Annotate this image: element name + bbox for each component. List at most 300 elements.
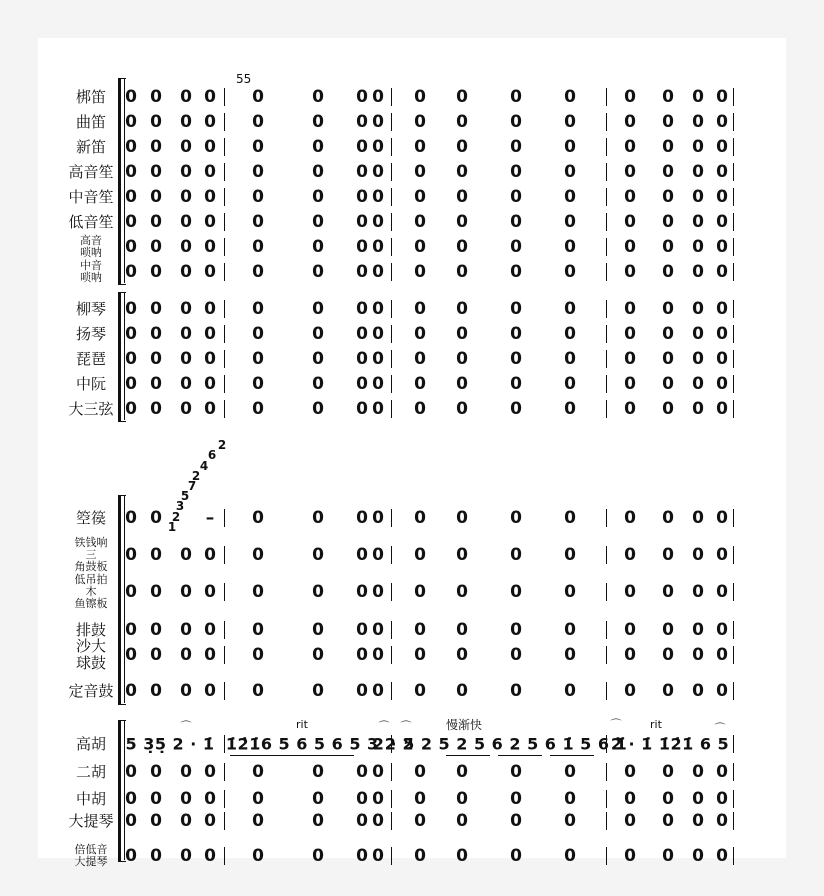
- barline: [606, 113, 607, 131]
- note: 0: [125, 162, 137, 182]
- instrument-label: 中音 唢呐: [80, 259, 102, 284]
- note: 0: [456, 508, 468, 528]
- note: 0: [510, 237, 522, 257]
- note: 0: [716, 162, 728, 182]
- glissando-note: 5: [180, 489, 190, 503]
- note: 0: [204, 620, 216, 640]
- note: 0: [125, 212, 137, 232]
- barline: [606, 375, 607, 393]
- note: 0: [150, 645, 162, 665]
- measure-number: 55: [236, 72, 252, 86]
- note: 0: [692, 324, 704, 344]
- note: 0: [356, 324, 368, 344]
- barline: [733, 847, 734, 865]
- note: 0: [204, 374, 216, 394]
- note: 0: [372, 762, 384, 782]
- note: 0: [624, 508, 636, 528]
- fermata-icon: ⌒: [378, 720, 390, 733]
- barline: [733, 375, 734, 393]
- note: 0: [692, 545, 704, 565]
- note: 0: [692, 508, 704, 528]
- note: 0: [125, 137, 137, 157]
- note: 0: [662, 374, 674, 394]
- barline: [391, 509, 392, 527]
- note: 0: [372, 137, 384, 157]
- note: 0: [564, 187, 576, 207]
- barline: [733, 163, 734, 181]
- note: 0: [150, 789, 162, 809]
- barline: [733, 812, 734, 830]
- note: 0: [692, 681, 704, 701]
- note: 0: [564, 582, 576, 602]
- note: 0: [624, 212, 636, 232]
- note: 0: [312, 620, 324, 640]
- note: 0: [662, 846, 674, 866]
- note: 0: [312, 399, 324, 419]
- note: 0: [662, 187, 674, 207]
- note: 0: [252, 112, 264, 132]
- note: 0: [204, 762, 216, 782]
- note: 0: [716, 212, 728, 232]
- note: 0: [180, 681, 192, 701]
- note: 0: [662, 87, 674, 107]
- note: 0: [180, 112, 192, 132]
- note: 0: [692, 212, 704, 232]
- barline: [391, 188, 392, 206]
- note: 0: [456, 811, 468, 831]
- note: 0: [150, 299, 162, 319]
- barline: [606, 790, 607, 808]
- note: 0: [716, 349, 728, 369]
- note: 0: [356, 681, 368, 701]
- note: 0: [716, 399, 728, 419]
- barline: [733, 509, 734, 527]
- note: 0: [312, 137, 324, 157]
- note: 0: [372, 349, 384, 369]
- glissando-note: 2: [191, 469, 201, 483]
- note: 0: [252, 399, 264, 419]
- barline: [733, 238, 734, 256]
- note: 0: [692, 762, 704, 782]
- note: 0: [312, 811, 324, 831]
- note: 0: [204, 137, 216, 157]
- note: 0: [180, 162, 192, 182]
- note: 0: [510, 87, 522, 107]
- note: 0: [624, 87, 636, 107]
- note: 0: [312, 299, 324, 319]
- barline: [224, 509, 225, 527]
- note: 0: [125, 789, 137, 809]
- note: 0: [662, 620, 674, 640]
- note: 0: [692, 137, 704, 157]
- fermata-icon: ⌒: [400, 720, 412, 733]
- barline: [733, 621, 734, 639]
- barline: [224, 113, 225, 131]
- note: 0: [356, 299, 368, 319]
- note: 0: [356, 545, 368, 565]
- note: 0: [414, 349, 426, 369]
- note: 0: [692, 789, 704, 809]
- barline: [606, 238, 607, 256]
- note: 0: [252, 762, 264, 782]
- barline: [733, 263, 734, 281]
- glissando-note: 1: [167, 520, 177, 534]
- note: 0: [204, 299, 216, 319]
- note: 0: [204, 582, 216, 602]
- barline: [391, 546, 392, 564]
- barline: [391, 88, 392, 106]
- note: 0: [414, 187, 426, 207]
- note: 0: [624, 789, 636, 809]
- note: 0: [356, 762, 368, 782]
- barline: [224, 188, 225, 206]
- note: 0: [662, 582, 674, 602]
- barline: [391, 682, 392, 700]
- note: 0: [356, 582, 368, 602]
- barline: [391, 238, 392, 256]
- barline: [733, 583, 734, 601]
- note: 0: [252, 582, 264, 602]
- note: 0: [180, 374, 192, 394]
- note: 0: [692, 399, 704, 419]
- note: 0: [692, 87, 704, 107]
- barline: [606, 325, 607, 343]
- note: 0: [662, 299, 674, 319]
- barline: [391, 583, 392, 601]
- note: 0: [662, 212, 674, 232]
- note: 0: [204, 681, 216, 701]
- note: 0: [564, 645, 576, 665]
- note: 0: [624, 399, 636, 419]
- note: 0: [150, 187, 162, 207]
- note: 0: [692, 299, 704, 319]
- rit-marking: rit: [296, 718, 308, 731]
- note: 0: [564, 237, 576, 257]
- barline: [733, 790, 734, 808]
- note: 0: [180, 762, 192, 782]
- note: 0: [662, 324, 674, 344]
- note: 0: [356, 112, 368, 132]
- note: 0: [564, 545, 576, 565]
- barline: [606, 163, 607, 181]
- note: 0: [180, 237, 192, 257]
- note: 0: [456, 545, 468, 565]
- note: 0: [150, 237, 162, 257]
- note: 0: [204, 399, 216, 419]
- barline: [733, 350, 734, 368]
- note: 0: [150, 846, 162, 866]
- note: 0: [564, 87, 576, 107]
- barline: [733, 682, 734, 700]
- note: 0: [456, 374, 468, 394]
- note: 0: [356, 162, 368, 182]
- note: 0: [456, 349, 468, 369]
- note: 0: [372, 681, 384, 701]
- note: 0: [456, 681, 468, 701]
- barline: [606, 847, 607, 865]
- barline: [224, 138, 225, 156]
- fermata-icon: ⌒: [714, 722, 726, 735]
- barline: [224, 300, 225, 318]
- note: 0: [414, 681, 426, 701]
- note: 0: [456, 87, 468, 107]
- note: 0: [180, 87, 192, 107]
- barline: [733, 763, 734, 781]
- note: 0: [564, 399, 576, 419]
- note: 0: [510, 137, 522, 157]
- note: 0: [312, 545, 324, 565]
- note: 0: [716, 645, 728, 665]
- gaohu-measure: 5 3̣5̣ 2 · 1̇: [125, 734, 215, 754]
- note: 0: [372, 508, 384, 528]
- barline: [224, 847, 225, 865]
- note: 0: [252, 324, 264, 344]
- barline: [224, 263, 225, 281]
- note: 0: [180, 846, 192, 866]
- note: 0: [204, 237, 216, 257]
- note: 0: [692, 262, 704, 282]
- instrument-label: 排鼓: [75, 620, 106, 639]
- note: 0: [716, 681, 728, 701]
- note: 0: [312, 112, 324, 132]
- note: 0: [414, 620, 426, 640]
- note: 0: [662, 545, 674, 565]
- barline: [606, 138, 607, 156]
- instrument-label: 梆笛: [75, 87, 106, 106]
- note: 0: [662, 508, 674, 528]
- note: 0: [662, 349, 674, 369]
- note: 0: [716, 620, 728, 640]
- note: 0: [510, 162, 522, 182]
- note: 0: [150, 324, 162, 344]
- note: 0: [414, 237, 426, 257]
- note: 0: [510, 508, 522, 528]
- note: 0: [456, 645, 468, 665]
- note: 0: [456, 112, 468, 132]
- note: 0: [372, 299, 384, 319]
- gaohu-measure: 2 · 5 2 5 2 5 6 2 5 6 1̇ 5 6 1̇: [372, 734, 628, 754]
- note: 0: [180, 324, 192, 344]
- note: 0: [716, 262, 728, 282]
- note: 0: [150, 212, 162, 232]
- note: 0: [252, 645, 264, 665]
- note: 0: [312, 681, 324, 701]
- note: 0: [372, 399, 384, 419]
- note: 0: [312, 645, 324, 665]
- barline: [733, 300, 734, 318]
- note: 0: [510, 789, 522, 809]
- instrument-label: 高音 唢呐: [80, 234, 102, 259]
- instrument-label: 大三弦: [68, 399, 114, 418]
- barline: [606, 188, 607, 206]
- note: 0: [356, 846, 368, 866]
- note: 0: [716, 789, 728, 809]
- note: 0: [692, 645, 704, 665]
- note: 0: [356, 374, 368, 394]
- note: 0: [312, 212, 324, 232]
- note: 0: [662, 789, 674, 809]
- glissando-note: 7: [187, 479, 197, 493]
- note: 0: [564, 162, 576, 182]
- note: 0: [150, 508, 162, 528]
- note: 0: [692, 620, 704, 640]
- note: 0: [564, 762, 576, 782]
- note: 0: [414, 112, 426, 132]
- note: 0: [252, 374, 264, 394]
- rit-marking: rit: [650, 718, 662, 731]
- note: 0: [456, 237, 468, 257]
- note: 0: [150, 681, 162, 701]
- note: 0: [180, 620, 192, 640]
- barline: [224, 213, 225, 231]
- note: 0: [510, 212, 522, 232]
- note: 0: [252, 137, 264, 157]
- note: 0: [252, 545, 264, 565]
- note: 0: [716, 374, 728, 394]
- note: 0: [372, 811, 384, 831]
- note: 0: [150, 162, 162, 182]
- note: 0: [716, 811, 728, 831]
- note: 0: [564, 789, 576, 809]
- note: 0: [716, 582, 728, 602]
- note: 0: [204, 87, 216, 107]
- barline: [224, 163, 225, 181]
- note: 0: [510, 112, 522, 132]
- note: 0: [624, 137, 636, 157]
- note: 0: [662, 162, 674, 182]
- note: 0: [204, 187, 216, 207]
- note: 0: [125, 620, 137, 640]
- barline: [733, 138, 734, 156]
- note: 0: [414, 137, 426, 157]
- barline: [224, 546, 225, 564]
- note: 0: [456, 187, 468, 207]
- note: 0: [312, 349, 324, 369]
- note: 0: [125, 545, 137, 565]
- barline: [606, 509, 607, 527]
- barline: [606, 646, 607, 664]
- barline: [391, 325, 392, 343]
- note: 0: [180, 262, 192, 282]
- barline: [391, 400, 392, 418]
- note: 0: [356, 620, 368, 640]
- note: 0: [356, 399, 368, 419]
- barline: [224, 682, 225, 700]
- note: 0: [414, 87, 426, 107]
- note: 0: [716, 508, 728, 528]
- instrument-label: 扬琴: [75, 324, 106, 343]
- note: 0: [312, 582, 324, 602]
- glissando-note: 3: [175, 499, 185, 513]
- note: 0: [692, 237, 704, 257]
- instrument-label: 低吊拍 木 鱼镲板: [74, 573, 108, 610]
- barline: [224, 350, 225, 368]
- note: 0: [312, 87, 324, 107]
- note: 0: [414, 324, 426, 344]
- note: 0: [564, 137, 576, 157]
- barline: [224, 812, 225, 830]
- note: 0: [312, 846, 324, 866]
- barline: [606, 583, 607, 601]
- note: 0: [125, 262, 137, 282]
- barline: [606, 300, 607, 318]
- note: 0: [564, 112, 576, 132]
- note: 0: [510, 399, 522, 419]
- note: 0: [125, 112, 137, 132]
- note: 0: [716, 112, 728, 132]
- beam-line: [498, 755, 542, 756]
- note: 0: [372, 87, 384, 107]
- note: 0: [312, 789, 324, 809]
- note: 0: [456, 262, 468, 282]
- instrument-label: 高音笙: [68, 162, 114, 181]
- note: 0: [150, 262, 162, 282]
- barline: [606, 546, 607, 564]
- note: 0: [624, 846, 636, 866]
- note: 0: [180, 645, 192, 665]
- note: 0: [510, 681, 522, 701]
- note: 0: [624, 645, 636, 665]
- note: 0: [150, 137, 162, 157]
- note: 0: [125, 681, 137, 701]
- note: 0: [252, 87, 264, 107]
- instrument-label: 中音笙: [68, 187, 114, 206]
- instrument-label: 倍低音 大提琴: [74, 843, 108, 868]
- note: 0: [456, 212, 468, 232]
- note: 0: [372, 162, 384, 182]
- note: 0: [624, 237, 636, 257]
- note: 0: [414, 846, 426, 866]
- note: 0: [692, 374, 704, 394]
- note: 0: [716, 299, 728, 319]
- note: 0: [456, 399, 468, 419]
- note: 0: [252, 187, 264, 207]
- note: 0: [356, 508, 368, 528]
- note: 0: [624, 374, 636, 394]
- note: 0: [180, 399, 192, 419]
- note: 0: [252, 237, 264, 257]
- note: 0: [312, 324, 324, 344]
- gaohu-measure: 1̇2̇1̇6 5 6 5 6 5 3 2 2: [225, 734, 415, 754]
- note: 0: [456, 299, 468, 319]
- note: 0: [150, 811, 162, 831]
- note: 0: [662, 112, 674, 132]
- barline: [391, 350, 392, 368]
- barline: [391, 763, 392, 781]
- note: 0: [125, 87, 137, 107]
- barline: [224, 763, 225, 781]
- note: 0: [564, 681, 576, 701]
- note: 0: [252, 681, 264, 701]
- note: 0: [372, 846, 384, 866]
- barline: [606, 213, 607, 231]
- note: 0: [624, 681, 636, 701]
- note: 0: [150, 545, 162, 565]
- glissando-note: 6: [207, 448, 217, 462]
- note: 0: [204, 324, 216, 344]
- barline: [391, 646, 392, 664]
- note: 0: [356, 137, 368, 157]
- note: 0: [204, 789, 216, 809]
- fermata-icon: ⌒: [610, 718, 622, 731]
- note: 0: [180, 137, 192, 157]
- barline: [391, 300, 392, 318]
- note: 0: [125, 762, 137, 782]
- note: 0: [312, 187, 324, 207]
- note: 0: [356, 262, 368, 282]
- note: 0: [624, 545, 636, 565]
- note: 0: [125, 187, 137, 207]
